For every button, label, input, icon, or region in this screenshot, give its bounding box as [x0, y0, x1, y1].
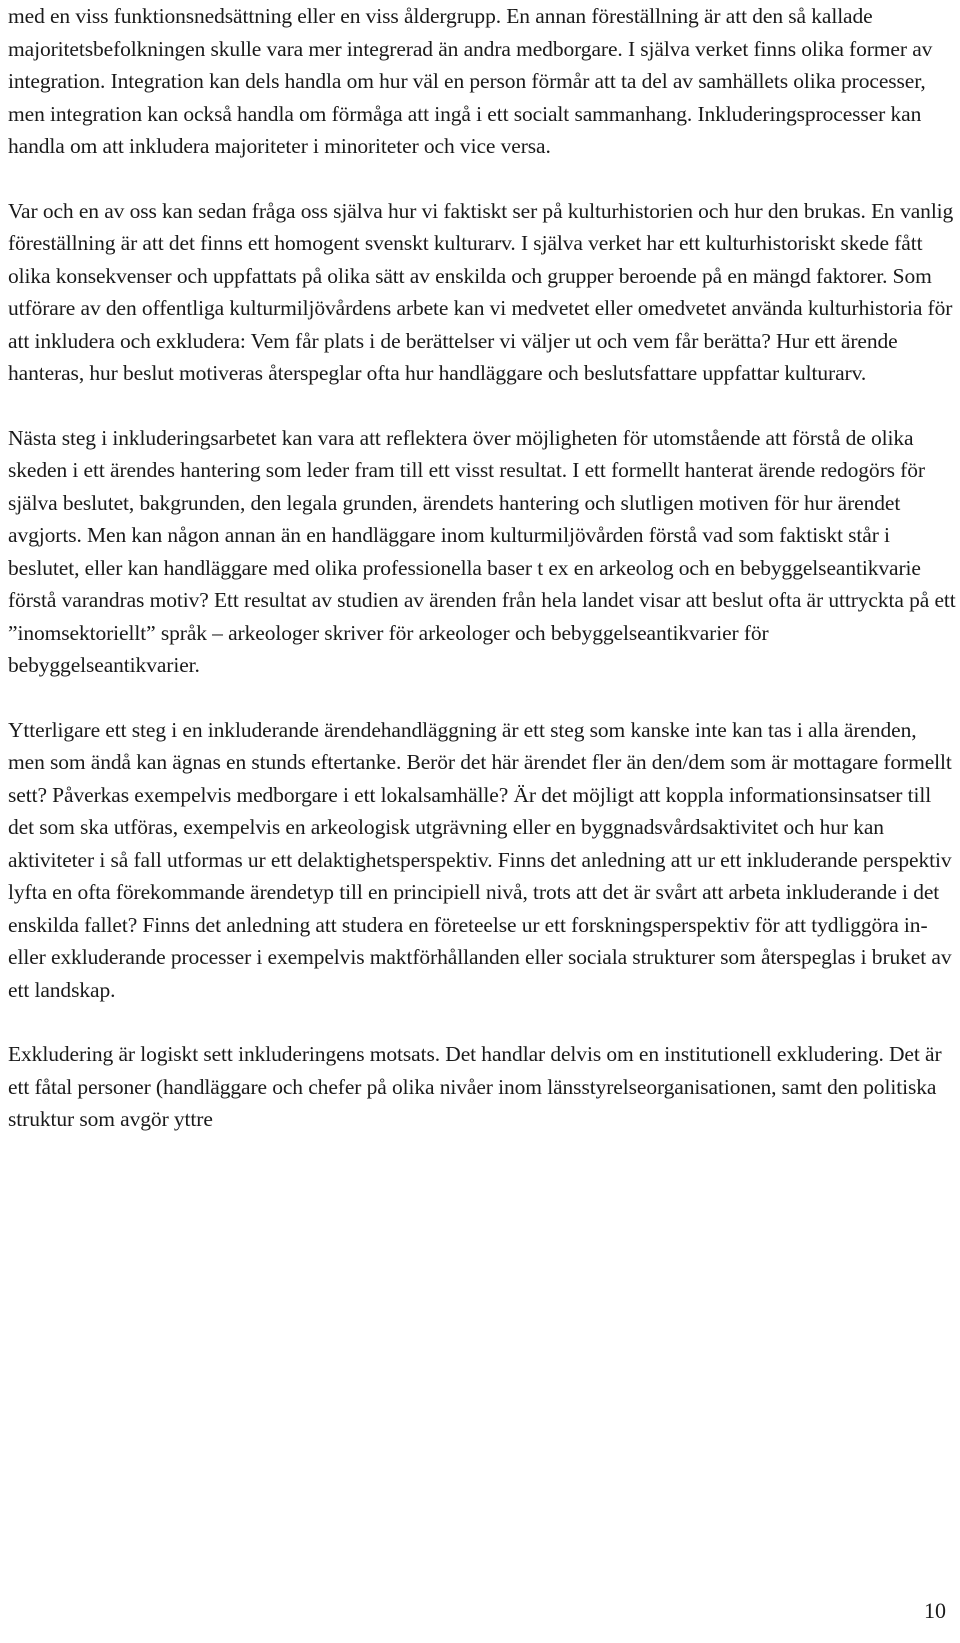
page-number: 10: [924, 1598, 946, 1623]
paragraph-inkluderingsarbetet: Nästa steg i inkluderingsarbetet kan vara att reflektera över möjligheten för utomstående att förstå de olika skeden i ett ärendes hantering som leder fram till ett visst resultat. I ett formellt hanterat ärende redogörs för själva beslutet, bakgrunden, den legala grunden, ärendets hantering och slutligen motiven för hur ärendet avgjorts. Men kan någon annan än en handläggare inom kulturmiljövården förstå vad som faktiskt står i beslutet, eller kan handläggare med olika professionella baser t ex en arkeolog och en bebyggelseantikvarie förstå varandras motiv? Ett resultat av studien av ärenden från hela landet visar att beslut ofta är uttryckta på ett ”inomsektoriellt” språk – arkeologer skriver för arkeologer och bebyggelseantikvarier för bebyggelseantikvarier.: [8, 425, 956, 677]
page-body: [8, 0, 958, 1136]
paragraph-integration: med en viss funktionsnedsättning eller en viss åldergrupp. En annan föreställning är att den så kallade majoritetsbefolkningen skulle vara mer integrerad än andra medborgare. I själva verket finns olika former av integration. Integration kan dels handla om hur väl en person förmår att ta del av samhällets olika processer, men integration kan också handla om förmåga att ingå i ett socialt sammanhang. Inkluderingsprocesser kan handla om att inkludera majoriteter i minoriteter och vice versa.: [8, 4, 933, 158]
paragraph-exkludering: Exkludering är logiskt sett inkluderingens motsats. Det handlar delvis om en institutionell exkludering. Det är ett fåtal personer (handläggare och chefer på olika nivåer inom länsstyrelseorganisationen, samt den politiska struktur som avgör yttre: [8, 1042, 942, 1131]
paragraph-kulturhistoria: Var och en av oss kan sedan fråga oss själva hur vi faktiskt ser på kulturhistorien och hur den brukas. En vanlig föreställning är att det finns ett homogent svenskt kulturarv. I själva verket har ett kulturhistoriskt skede fått olika konsekvenser och uppfattats på olika sätt av enskilda och grupper beroende på en mängd faktorer. Som utförare av den offentliga kulturmiljövårdens arbete kan vi medvetet eller omedvetet använda kulturhistoria för att inkludera och exkludera: Vem får plats i de berättelser vi väljer ut och vem får berätta? Hur ett ärende hanteras, hur beslut motiveras återspeglar ofta hur handläggare och beslutsfattare uppfattar kulturarv.: [8, 198, 954, 385]
paragraph-arendehandlaggning: Ytterligare ett steg i en inkluderande ärendehandläggning är ett steg som kanske inte kan tas i alla ärenden, men som ändå kan ägnas en stunds eftertanke. Berör det här ärendet fler än den/dem som är mottagare formellt sett? Påverkas exempelvis medborgare i ett lokalsamhälle? Är det möjligt att koppla informationsinsatser till det som ska utföras, exempelvis en arkeologisk utgrävning eller en byggnadsvårdsaktivitet och hur kan aktiviteter i så fall utformas ur ett delaktighetsperspektiv. Finns det anledning att ur ett inkluderande perspektiv lyfta en ofta förekommande ärendetyp till en principiell nivå, trots att det är svårt att arbeta inkluderande i det enskilda fallet? Finns det anledning att studera en företeelse ur ett forskningsperspektiv för att tydliggöra in- eller exkluderande processer i exempelvis maktförhållanden eller sociala strukturer som återspeglas i bruket av ett landskap.: [8, 717, 952, 1002]
